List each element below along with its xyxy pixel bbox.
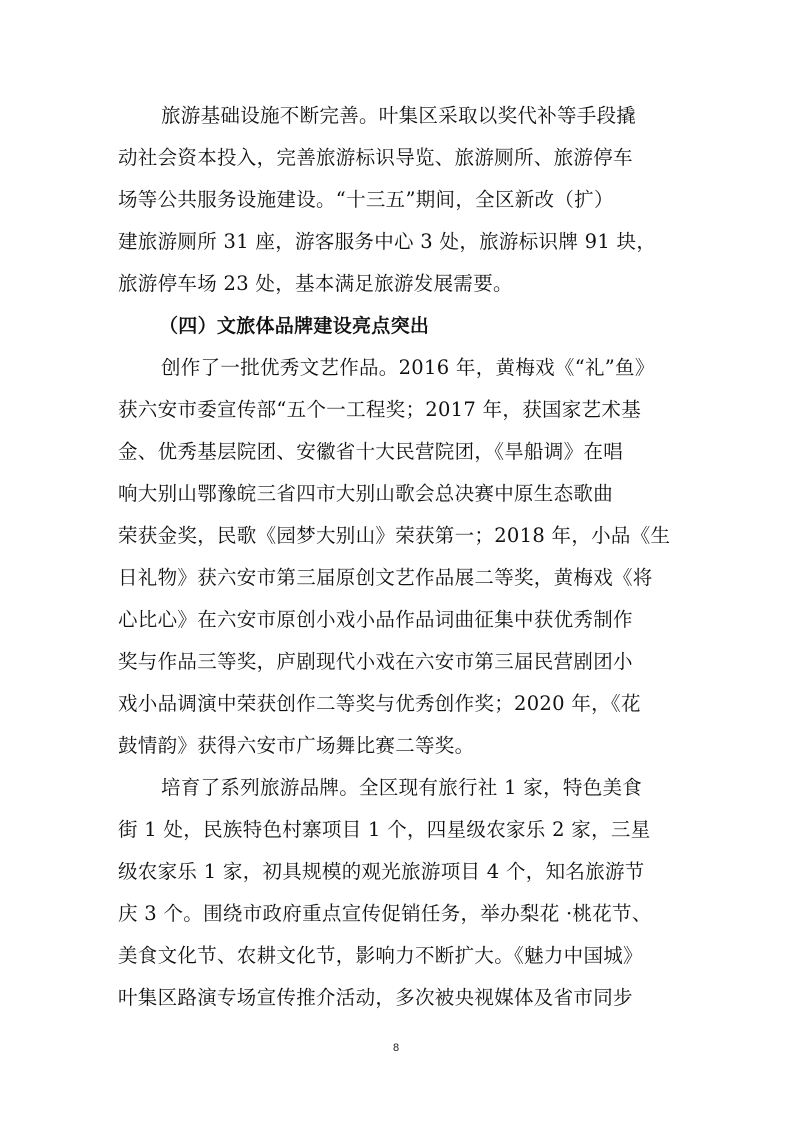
text-line: 叶集区路演专场宣传推介活动，多次被央视媒体及省市同步: [118, 986, 633, 1009]
text-line: 奖与作品三等奖，庐剧现代小戏在六安市第三届民营剧团小: [118, 650, 633, 673]
text-line: 金、优秀基层院团、安徽省十大民营院团，《旱船调》在唱: [118, 440, 624, 463]
text-line: 响大别山鄂豫皖三省四市大别山歌会总决赛中原生态歌曲: [118, 482, 614, 505]
text-line: 建旅游厕所 31 座，游客服务中心 3 处，旅游标识牌 91 块，: [118, 230, 657, 253]
text-line: 街 1 处，民族特色村寨项目 1 个，四星级农家乐 2 家，三星: [118, 818, 651, 841]
document-body: [118, 95, 686, 1019]
text-line: 美食文化节、农耕文化节，影响力不断扩大。《魅力中国城》: [118, 944, 643, 967]
text-line: 动社会资本投入，完善旅游标识导览、旅游厕所、旅游停车: [118, 146, 633, 169]
paragraph-infrastructure: [118, 95, 686, 305]
text-line: 旅游基础设施不断完善。叶集区采取以奖代补等手段撬: [161, 104, 637, 127]
text-line: 戏小品调演中荣获创作二等奖与优秀创作奖；2020 年，《花: [118, 692, 641, 715]
text-line: 荣获金奖，民歌《园梦大别山》荣获第一；2018 年，小品《生: [118, 524, 671, 547]
text-line: 心比心》在六安市原创小戏小品作品词曲征集中获优秀制作: [118, 608, 633, 631]
section-heading: （四）文旅体品牌建设亮点突出: [159, 315, 430, 337]
text-line: 获六安市委宣传部“五个一工程奖；2017 年，获国家艺术基: [118, 398, 641, 421]
text-line: 场等公共服务设施建设。“十三五”期间，全区新改（扩）: [118, 188, 614, 211]
text-line: 日礼物》获六安市第三届原创文艺作品展二等奖，黄梅戏《将: [118, 566, 653, 589]
text-line: 旅游停车场 23 处，基本满足旅游发展需要。: [118, 272, 513, 295]
text-line: 鼓情韵》获得六安市广场舞比赛二等奖。: [118, 734, 475, 757]
text-line: 创作了一批优秀文艺作品。2016 年，黄梅戏《“礼”鱼》: [161, 356, 655, 379]
text-line: 级农家乐 1 家，初具规模的观光旅游项目 4 个，知名旅游节: [118, 860, 645, 883]
text-line: 培育了系列旅游品牌。全区现有旅行社 1 家，特色美食: [161, 776, 643, 799]
text-line: 庆 3 个。围绕市政府重点宣传促销任务，举办梨花 ·桃花节、: [118, 902, 652, 925]
page-number: 8: [392, 1042, 400, 1054]
paragraph-tourism-brands: [118, 767, 686, 1019]
paragraph-artworks: [118, 347, 686, 767]
